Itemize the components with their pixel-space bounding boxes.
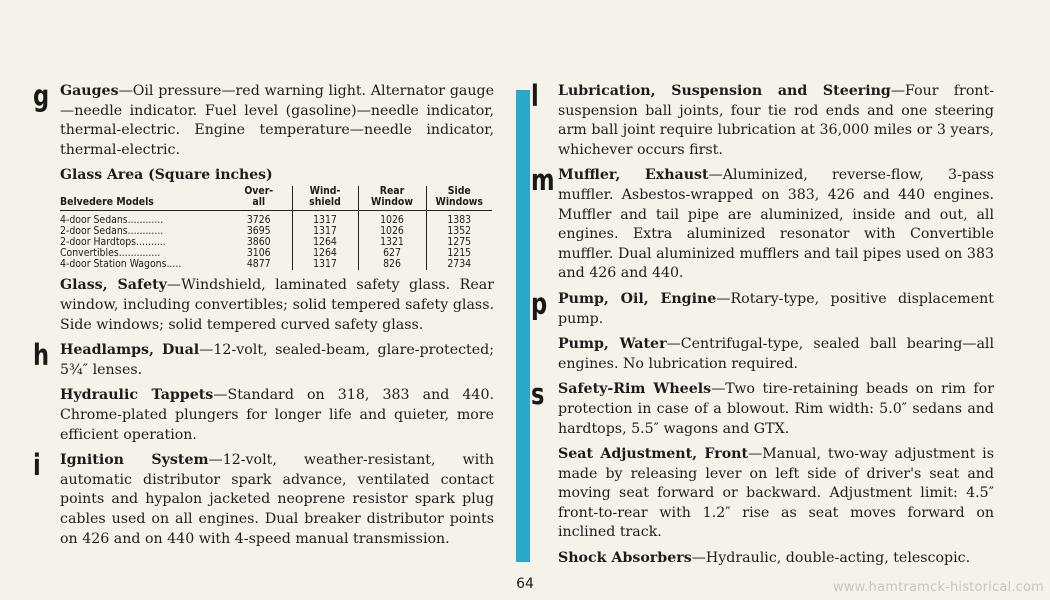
row-overall: 3695	[246, 225, 271, 238]
row-rear: 1026	[358, 211, 426, 227]
entry-text-pump-oil: —Rotary-type, positive displacement pump.	[558, 290, 994, 327]
entry-title-pump-oil: Pump, Oil, Engine	[558, 290, 717, 307]
row-windshield: 1317	[292, 226, 358, 237]
row-rear: 826	[358, 259, 426, 270]
row-overall: 3726	[246, 214, 271, 227]
entry-title-hydraulic-tappets: Hydraulic Tappets	[60, 387, 214, 404]
header-model: Belvedere Models	[60, 186, 226, 211]
entry-text-hydraulic-tappets: —Standard on 318, 383 and 440. Chrome-plated plungers for longer life and quieter, more efficient operation.	[60, 387, 494, 443]
entry-title-ignition-system: Ignition System	[60, 452, 209, 469]
row-overall: 3106	[246, 247, 271, 260]
row-side: 1215	[426, 248, 492, 259]
entry-safety-rim-wheels	[558, 380, 994, 439]
row-rear: 627	[358, 248, 426, 259]
row-side: 1352	[426, 226, 492, 237]
entry-shock-absorbers	[558, 549, 994, 569]
table-row	[60, 211, 492, 227]
entry-text-pump-water: —Centrifugal-type, sealed ball bearing—all engines. No lubrication required.	[558, 336, 994, 372]
row-model: 4-door Sedans............	[60, 214, 164, 227]
glass-area-title: Glass Area (Square inches)	[60, 167, 273, 184]
entry-text-headlamps: —12-volt, sealed-beam, glare-protected; 5¾″ lenses.	[60, 342, 494, 378]
entry-seat-adjustment	[558, 445, 994, 543]
row-side: 1275	[426, 237, 492, 248]
watermark: www.hamtramck-historical.com	[833, 580, 1044, 595]
entry-text-muffler: —Aluminized, reverse-flow, 3-pass muffler. Asbestos-wrapped on 383, 426 and 440 engines. Muffler and tail pipe are aluminized, inside and out, all engines. Extra aluminized resonator with Convertible muffler. Dual aluminized mufflers and tail pipes used on 383 and 426 and 440.	[558, 167, 994, 282]
entry-lubrication	[558, 82, 994, 160]
section-letter-h: h	[33, 338, 50, 373]
entry-title-safety-rim-wheels: Safety-Rim Wheels	[558, 381, 712, 398]
section-letter-p: p	[531, 286, 548, 321]
section-m	[531, 163, 994, 284]
entry-title-headlamps: Headlamps, Dual	[60, 342, 200, 359]
entry-text-ignition-system: —12-volt, weather-resistant, with automatic distributor spark advance, ventilated contact points and hypalon jacketed neoprene resistor spark plug cables used on all engines. Dual breaker distributor points on 426 and on 440 with 4-speed manual transmission.	[60, 452, 494, 547]
section-letter-i: i	[33, 448, 41, 483]
page-number: 64	[516, 576, 534, 592]
section-letter-m: m	[531, 163, 555, 198]
entry-muffler	[558, 166, 994, 284]
entry-title-gauges: Gauges	[60, 83, 119, 99]
row-side: 2734	[426, 259, 492, 270]
accent-bar	[516, 90, 530, 562]
row-side: 1383	[426, 211, 492, 227]
entry-title-lubrication: Lubrication, Suspension and Steering	[558, 83, 891, 99]
section-letter-g: g	[33, 79, 50, 113]
entry-title-muffler: Muffler, Exhaust	[558, 167, 709, 184]
header-side-windows	[426, 186, 492, 211]
left-column	[33, 79, 494, 555]
header-side-text: Side Windows	[435, 185, 483, 209]
entry-pump-oil	[558, 290, 994, 329]
entry-glass-safety	[60, 276, 494, 335]
section-g	[33, 79, 494, 335]
header-overall	[226, 186, 292, 211]
header-rear-text: Rear Window	[371, 185, 413, 209]
row-windshield: 1264	[292, 237, 358, 248]
entry-text-lubrication: —Four front-suspension ball joints, four tie rod ends and one steering arm ball joint require lubrication at 36,000 miles or 3 years, whichever occurs first.	[558, 83, 994, 158]
row-rear: 1321	[358, 237, 426, 248]
row-windshield: 1317	[292, 211, 358, 227]
row-model: 2-door Sedans............	[60, 225, 164, 238]
section-s	[531, 377, 994, 568]
row-rear: 1026	[358, 226, 426, 237]
entry-text-shock-absorbers: —Hydraulic, double-acting, telescopic.	[691, 550, 971, 567]
row-model: 4-door Station Wagons.....	[60, 258, 182, 271]
entry-title-shock-absorbers: Shock Absorbers	[558, 550, 692, 567]
section-p	[531, 286, 994, 374]
row-model: Convertibles..............	[60, 247, 161, 260]
section-letter-l: l	[531, 79, 539, 113]
header-windshield-text: Wind-shield	[309, 185, 341, 209]
glass-area-table	[60, 186, 492, 270]
entry-title-pump-water: Pump, Water	[558, 336, 667, 353]
row-overall: 4877	[246, 258, 271, 271]
table-row	[60, 259, 492, 270]
header-overall-text: Over-all	[244, 185, 274, 209]
section-letter-s: s	[531, 377, 545, 412]
entry-ignition-system	[60, 451, 494, 549]
entry-text-glass-safety: —Windshield, laminated safety glass. Rear window, including convertibles; solid tempered safety glass. Side windows; solid tempered curved safety glass.	[60, 277, 494, 333]
section-l	[531, 79, 994, 160]
row-windshield: 1317	[292, 259, 358, 270]
header-rear-window	[358, 186, 426, 211]
entry-title-glass-safety: Glass, Safety	[60, 277, 167, 294]
row-model: 2-door Hardtops..........	[60, 236, 166, 249]
row-windshield: 1264	[292, 248, 358, 259]
header-windshield	[292, 186, 358, 211]
section-i	[33, 448, 494, 549]
entry-pump-water	[558, 335, 994, 374]
right-column	[531, 79, 994, 575]
entry-text-seat-adjustment: —Manual, two-way adjustment is made by releasing lever on left side of driver's seat and moving seat forward or backward. Adjustment limit: 4.5″ front-to-rear with 1.2″ rise as seat moves forward on inclined track.	[558, 446, 994, 541]
entry-title-seat-adjustment: Seat Adjustment, Front	[558, 446, 749, 463]
entry-hydraulic-tappets	[60, 386, 494, 445]
section-h	[33, 338, 494, 445]
entry-headlamps	[60, 341, 494, 380]
entry-gauges	[60, 82, 494, 160]
entry-text-safety-rim-wheels: —Two tire-retaining beads on rim for protection in case of a blowout. Rim width: 5.0″ sedans and hardtops, 5.5″ wagons and GTX.	[558, 381, 994, 437]
glass-area-header-row	[60, 186, 492, 211]
row-overall: 3860	[246, 236, 271, 249]
entry-text-gauges: —Oil pressure—red warning light. Alternator gauge—needle indicator. Fuel level (gasoline)—needle indicator, thermal-electric. Engine temperature—needle indicator, thermal-electric.	[60, 83, 494, 158]
